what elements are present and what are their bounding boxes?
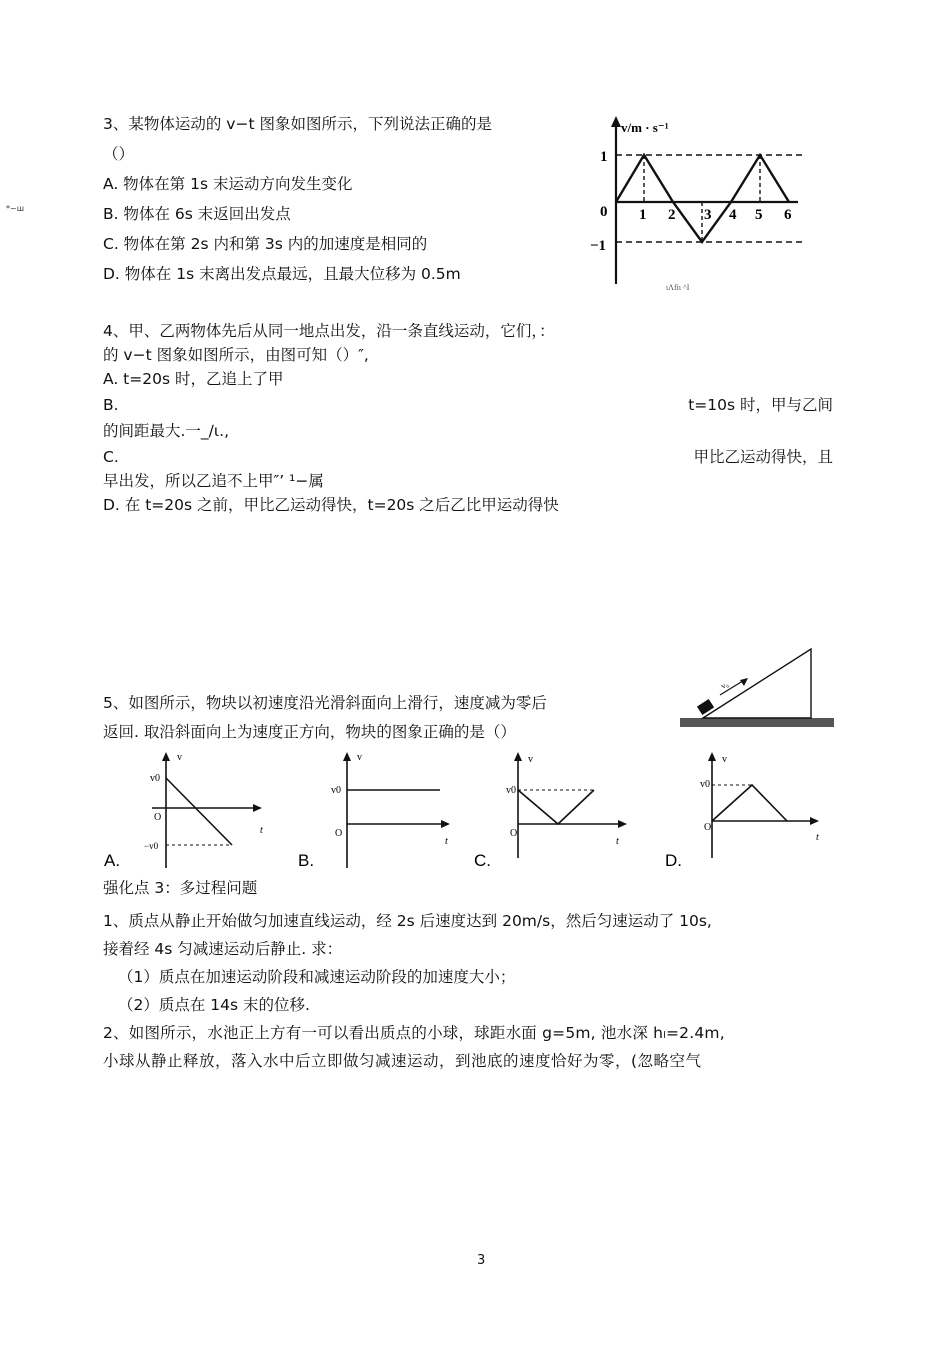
incline-figure (678, 645, 838, 737)
q4-line1: 4、甲、乙两物体先后从同一地点出发，沿一条直线运动，它们，： (103, 322, 555, 340)
q3-vt-curve (616, 155, 789, 242)
q4-option-d: D. 在 t=20s 之前，甲比乙运动得快，t=20s 之后乙比甲运动得快 (103, 496, 559, 514)
q3-xtick-3: 3 (704, 207, 712, 223)
svg-text:v: v (528, 754, 533, 765)
svg-text:v: v (357, 752, 362, 763)
q4-option-a: A. t=20s 时，乙追上了甲 (103, 370, 284, 388)
q4-option-c-row (103, 446, 833, 468)
p1-sub1: （1）质点在加速运动阶段和减速运动阶段的加速度大小； (118, 968, 516, 986)
svg-text:−v0: −v0 (144, 841, 159, 851)
c-line (518, 790, 594, 824)
q4-option-b-cont: 的间距最大.一_∕ι., (103, 422, 229, 440)
svg-text:v0: v0 (331, 785, 341, 796)
q5-graph-b (295, 748, 465, 873)
ground (680, 718, 834, 727)
q3-graph-caption: ιΛfiι ^Ι (666, 283, 690, 292)
q3-option-d: D. 物体在 1s 末离出发点最远，且最大位移为 0.5m (103, 265, 461, 283)
q3-xtick-1: 1 (639, 207, 647, 223)
section-title: 强化点 3：多过程问题 (103, 879, 258, 897)
margin-mark: *~ш (6, 204, 25, 213)
svg-text:O: O (154, 812, 162, 823)
a-line (166, 778, 232, 845)
graph-c-letter: C. (474, 851, 491, 870)
q4-option-b-row (103, 394, 833, 416)
q3-stem: 3、某物体运动的 v−t 图象如图所示，下列说法正确的是 (103, 115, 492, 133)
q3-paren: （） (103, 145, 135, 163)
q4-option-c-letter: C. (103, 448, 119, 466)
svg-text:O: O (704, 822, 712, 833)
q4-option-c-cont: 早出发，所以乙追不上甲″’ ¹−属 (103, 472, 324, 490)
q3-v-axis-arrow (611, 116, 621, 127)
svg-text:v: v (722, 754, 727, 765)
p1-line2: 接着经 4s 匀减速运动后静止. 求： (103, 940, 343, 958)
p2-line1: 2、如图所示，水池正上方有一可以看出质点的小球，球距水面 g=5m, 池水深 hₗ=2.4m, (103, 1024, 725, 1042)
q3-xtick-6: 6 (784, 207, 792, 223)
p1-line1: 1、质点从静止开始做匀加速直线运动，经 2s 后速度达到 20m/s，然后匀速运动了 10s, (103, 912, 712, 930)
q5-line2: 返回. 取沿斜面向上为速度正方向，物块的图象正确的是（） (103, 723, 516, 741)
q3-axis-label: v/m · s⁻¹ (621, 120, 669, 135)
svg-text:v0: v0 (150, 773, 160, 784)
svg-text:v0: v0 (506, 785, 516, 796)
svg-text:v0: v0 (700, 779, 710, 790)
svg-text:t: t (445, 836, 448, 847)
p2-line2: 小球从静止释放，落入水中后立即做匀减速运动，到池底的速度恰好为零，(忽略空气 (103, 1052, 702, 1070)
page-number: 3 (477, 1253, 486, 1268)
q3-xtick-5: 5 (755, 207, 763, 223)
q4-option-c-text: 甲比乙运动得快，且 (693, 448, 833, 466)
q4-option-b-letter: B. (103, 396, 119, 414)
svg-text:t: t (260, 825, 263, 836)
q3-xtick-2: 2 (668, 207, 676, 223)
p1-sub2: （2）质点在 14s 末的位移. (118, 996, 310, 1014)
svg-text:t: t (616, 836, 619, 847)
q3-ytick-0: 0 (600, 204, 608, 220)
q5-graph-c (470, 748, 640, 873)
svg-text:O: O (510, 828, 518, 839)
svg-text:v: v (177, 752, 182, 763)
d-line (712, 785, 787, 821)
graph-b-letter: B. (298, 851, 315, 870)
q4-line2: 的 v−t 图象如图所示，由图可知（）″, (103, 346, 369, 364)
svg-text:t: t (816, 832, 819, 843)
q5-graph-d (662, 748, 832, 873)
incline-v0-label: v₀ (719, 679, 730, 691)
svg-text:O: O (335, 828, 343, 839)
q5-graph-a (100, 748, 270, 873)
q3-xtick-4: 4 (729, 207, 737, 223)
graph-a-letter: A. (104, 851, 121, 870)
q4-option-b-text: t=10s 时，甲与乙间 (688, 396, 833, 414)
q3-option-b: B. 物体在 6s 末返回出发点 (103, 205, 291, 223)
q3-option-c: C. 物体在第 2s 内和第 3s 内的加速度是相同的 (103, 235, 428, 253)
q5-line1: 5、如图所示，物块以初速度沿光滑斜面向上滑行，速度减为零后 (103, 694, 547, 712)
q3-vt-graph (588, 112, 813, 292)
q3-ytick-1: 1 (600, 149, 608, 165)
q3-ytick-minus1: −1 (590, 238, 607, 254)
graph-d-letter: D. (665, 851, 682, 870)
q3-option-a: A. 物体在第 1s 末运动方向发生变化 (103, 175, 353, 193)
